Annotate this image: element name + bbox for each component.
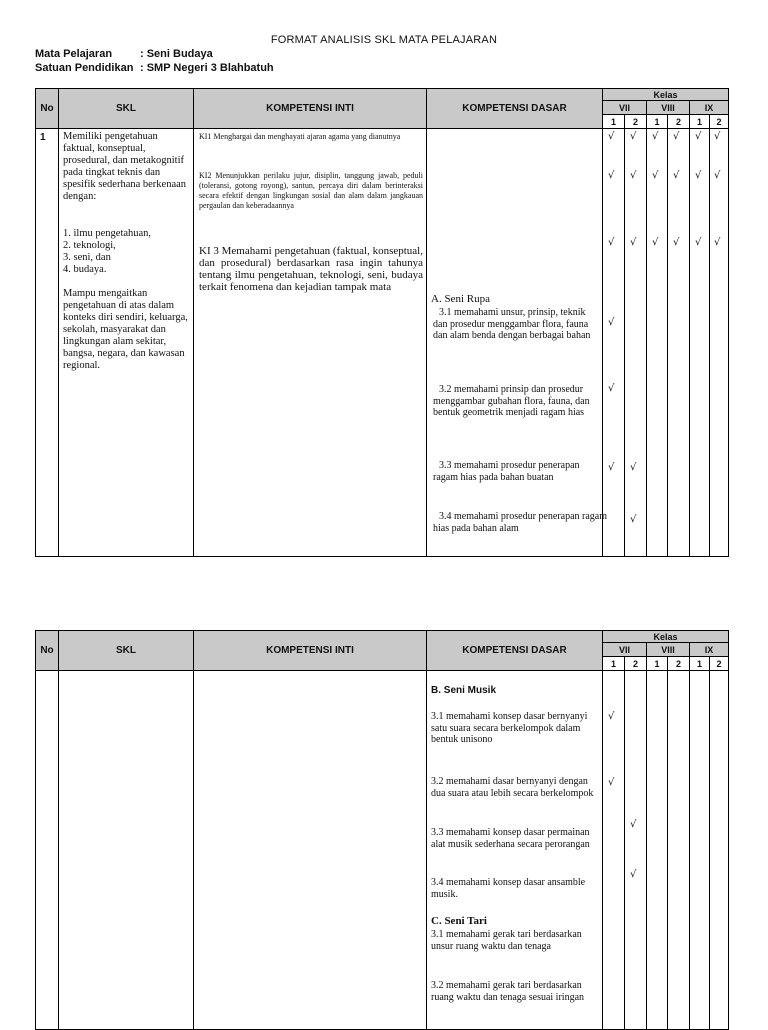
check-mark: √ [608, 711, 615, 722]
check-mark: √ [630, 170, 637, 181]
semester-cell: 1 [603, 115, 625, 128]
skl-context: Mampu mengaitkan pengetahuan di atas dalam konteks diri sendiri, keluarga, sekolah, masyarakat dan lingkungan alam sekitar, bangsa, negara, dan kawasan regional. [63, 288, 188, 371]
skl-list-item: 2. teknologi, [63, 240, 116, 251]
check-mark: √ [714, 170, 721, 181]
skl-description: Memiliki pengetahuan faktual, konseptual, prosedural, dan metakognitif pada tingkat teknis dan spesifik sederhana berkenaan dengan: [63, 131, 187, 202]
kd-item: 3.2 memahami prinsip dan prosedur menggambar gubahan flora, fauna, dan bentuk geometrik menjadi ragam hias [433, 384, 590, 418]
semester-cell: 1 [690, 657, 710, 670]
row-number: 1 [40, 132, 46, 143]
header-kelas [603, 631, 728, 670]
grade-ix: IX [704, 644, 714, 655]
check-mark: √ [652, 131, 659, 142]
semester-cell: 1 [690, 115, 710, 128]
kd-item: 3.3 memahami prosedur penerapan ragam hias pada bahan buatan [433, 460, 580, 483]
skl-list-item: 4. budaya. [63, 264, 107, 275]
check-mark: √ [608, 170, 615, 181]
check-mark: √ [630, 462, 637, 473]
school-row [35, 62, 274, 74]
semester-cell: 2 [668, 115, 690, 128]
check-mark: √ [673, 131, 680, 142]
check-mark: √ [608, 383, 615, 394]
semester-cell: 2 [668, 657, 690, 670]
table-header [36, 89, 728, 129]
kelas-label: Kelas [653, 89, 678, 100]
kd-section-seni-musik: B. Seni Musik [431, 685, 497, 696]
header-no: No [36, 89, 59, 128]
kd-item: 3.3 memahami konsep dasar permainan alat musik sederhana secara perorangan [431, 827, 590, 850]
document-title: FORMAT ANALISIS SKL MATA PELAJARAN [270, 34, 498, 46]
ki-2: KI2 Menunjukkan perilaku jujur, disiplin, tanggung jawab, peduli (toleransi, gotong royong), santun, percaya diri dalam berinteraksi secara efektif dengan lingkungan sosial dan alam dalam jangkauan pergaulan dan keberadaannya [199, 171, 423, 210]
semester-cell: 1 [647, 657, 668, 670]
semester-cell: 2 [625, 657, 647, 670]
semester-cell: 2 [625, 115, 647, 128]
check-mark: √ [608, 317, 615, 328]
check-mark: √ [608, 131, 615, 142]
check-mark: √ [673, 237, 680, 248]
school-label: Satuan Pendidikan [35, 62, 134, 74]
subject-row [35, 48, 213, 60]
ki-3: KI 3 Memahami pengetahuan (faktual, konseptual, dan prosedural) berdasarkan rasa ingin tahunya tentang ilmu pengetahuan, teknologi, seni, budaya terkait fenomena dan kejadian tampak mata [199, 245, 423, 293]
grade-vii: VII [603, 101, 647, 114]
semester-cell: 2 [716, 658, 722, 669]
kd-item: 3.1 memahami gerak tari berdasarkan unsur ruang waktu dan tenaga [431, 929, 582, 952]
header-kd: KOMPETENSI DASAR [427, 89, 603, 128]
skl-table-2 [35, 630, 729, 1030]
kd-item: 3.1 memahami unsur, prinsip, teknik dan prosedur menggambar flora, fauna dan alam benda dengan berbagai bahan [433, 307, 591, 341]
header-skl: SKL [59, 631, 194, 670]
check-mark: √ [652, 170, 659, 181]
check-mark: √ [630, 819, 637, 830]
header-skl: SKL [59, 89, 194, 128]
semester-cell: 1 [647, 115, 668, 128]
kd-item: 3.2 memahami gerak tari berdasarkan ruang waktu dan tenaga sesuai iringan [431, 980, 585, 1003]
header-kd: KOMPETENSI DASAR [427, 631, 603, 670]
subject-label: Mata Pelajaran [35, 48, 113, 60]
table-header [36, 631, 728, 671]
check-mark: √ [673, 170, 680, 181]
check-mark: √ [630, 514, 637, 525]
check-mark: √ [714, 237, 721, 248]
header-kelas [603, 89, 728, 128]
ki-1: KI1 Menghargai dan menghayati ajaran agama yang dianutnya [199, 132, 401, 141]
kd-item: 3.2 memahami dasar bernyanyi dengan dua suara atau lebih secara berkelompok [431, 776, 594, 799]
check-mark: √ [652, 237, 659, 248]
check-mark: √ [695, 237, 702, 248]
skl-list-item: 3. seni, dan [63, 252, 111, 263]
check-mark: √ [630, 131, 637, 142]
kd-item: 3.4 memahami konsep dasar ansamble musik. [431, 877, 586, 900]
grade-ix: IX [704, 102, 714, 113]
grade-viii: VIII [647, 643, 690, 656]
header-no: No [36, 631, 59, 670]
check-mark: √ [608, 237, 615, 248]
check-mark: √ [608, 462, 615, 473]
school-value: : SMP Negeri 3 Blahbatuh [140, 62, 274, 74]
check-mark: √ [630, 869, 637, 880]
kelas-label: Kelas [653, 631, 678, 642]
semester-cell: 1 [603, 657, 625, 670]
grade-viii: VIII [647, 101, 690, 114]
kd-item: 3.1 memahami konsep dasar bernyanyi satu suara secara berkelompok dalam bentuk unisono [431, 711, 588, 745]
subject-value: : Seni Budaya [140, 48, 213, 60]
check-mark: √ [608, 777, 615, 788]
check-mark: √ [695, 170, 702, 181]
grade-vii: VII [603, 643, 647, 656]
check-mark: √ [630, 237, 637, 248]
kd-section-seni-tari: C. Seni Tari [431, 915, 487, 927]
header-ki: KOMPETENSI INTI [194, 631, 427, 670]
skl-list [63, 228, 191, 276]
check-mark: √ [695, 131, 702, 142]
kd-section-seni-rupa: A. Seni Rupa [431, 293, 490, 305]
semester-cell: 2 [716, 116, 722, 127]
skl-table-1 [35, 88, 729, 557]
kd-item: 3.4 memahami prosedur penerapan ragam hias pada bahan alam [433, 511, 607, 534]
skl-list-item: 1. ilmu pengetahuan, [63, 228, 152, 239]
check-mark: √ [714, 131, 721, 142]
header-ki: KOMPETENSI INTI [194, 89, 427, 128]
